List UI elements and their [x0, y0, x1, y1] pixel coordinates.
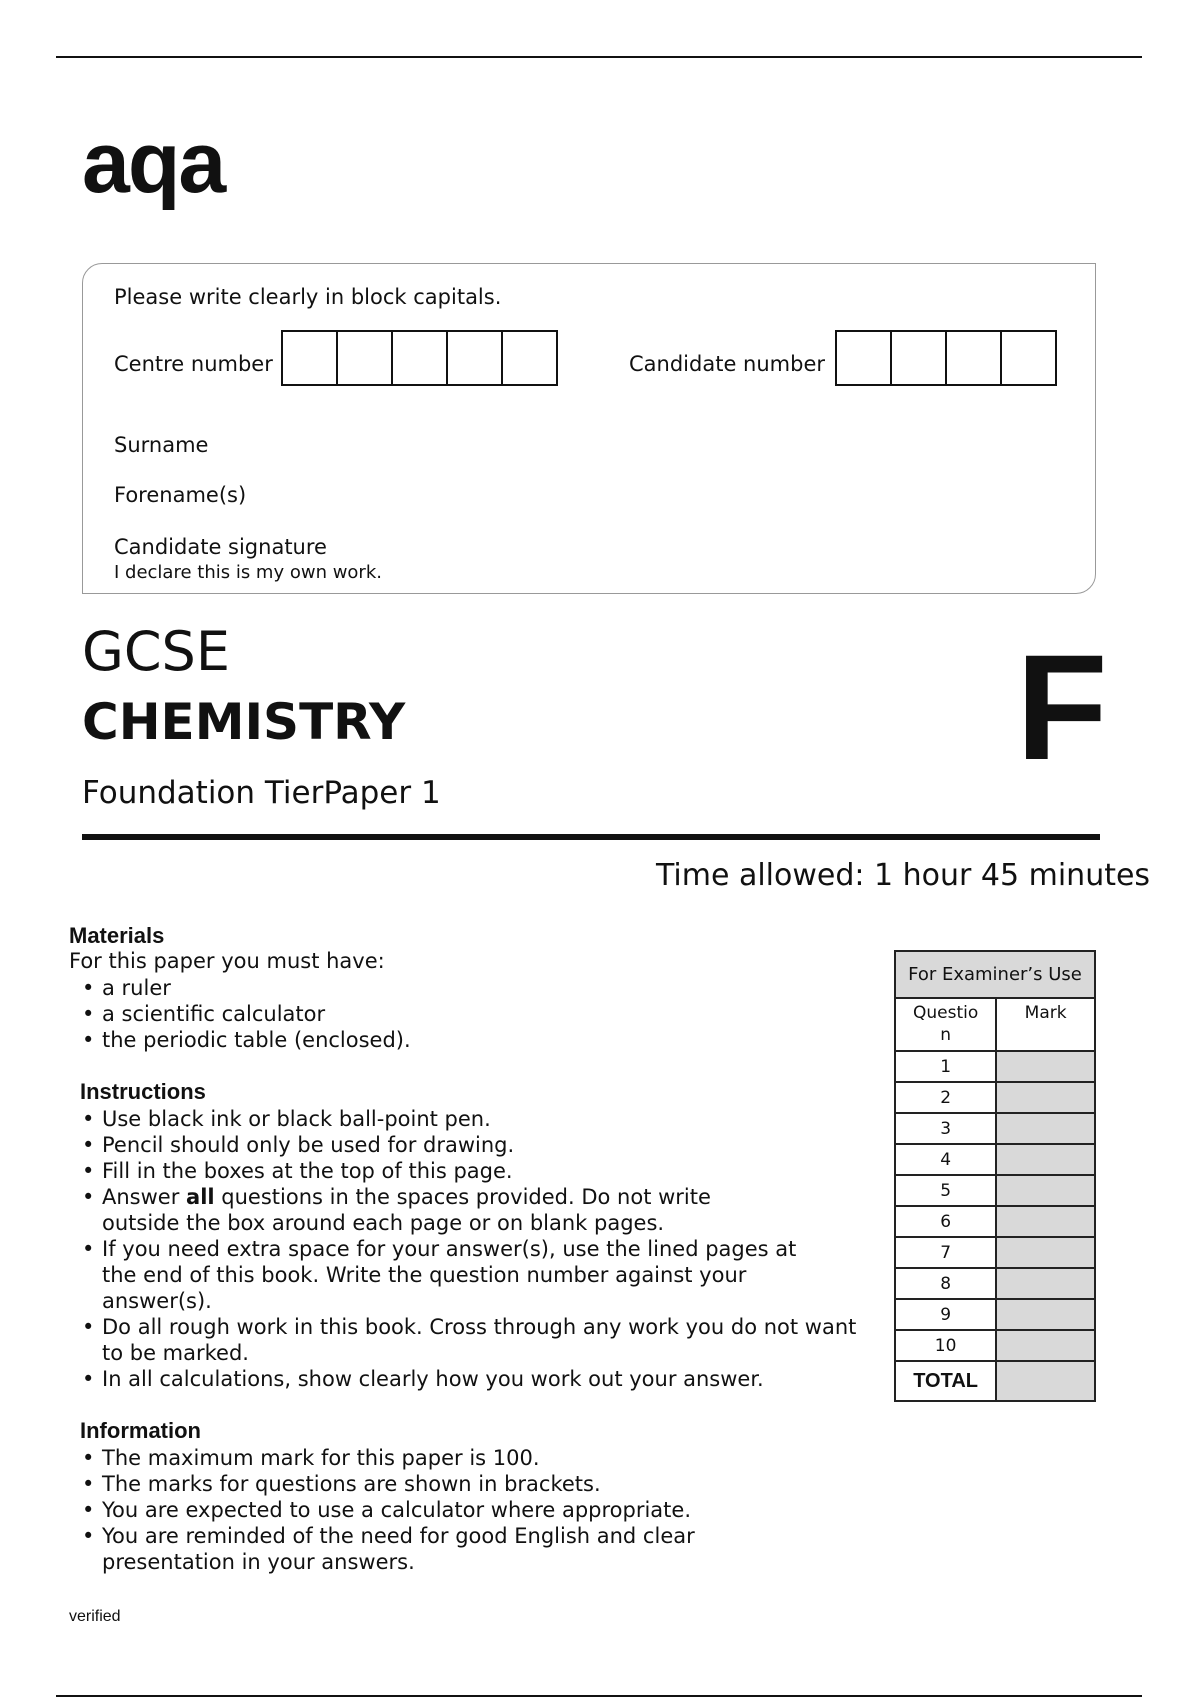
declaration-text: I declare this is my own work.	[114, 562, 382, 583]
list-item: • the periodic table (enclosed).	[80, 1027, 411, 1053]
question-number: 4	[895, 1144, 996, 1175]
list-item	[80, 1236, 856, 1314]
subject-title: CHEMISTRY	[82, 693, 406, 751]
item-text: outside the box around each page or on blank pages.	[102, 1211, 665, 1235]
candidate-number-label: Candidate number	[629, 352, 825, 376]
table-row	[895, 1299, 1095, 1330]
materials-intro: For this paper you must have:	[69, 949, 385, 973]
bottom-rule	[56, 1695, 1142, 1697]
item-text: You are reminded of the need for good English and clear	[102, 1524, 695, 1548]
qualification-level: GCSE	[82, 620, 230, 683]
centre-number-digit-box[interactable]	[281, 330, 338, 386]
centre-number-label: Centre number	[114, 352, 273, 376]
table-row	[895, 1082, 1095, 1113]
item-text: presentation in your answers.	[102, 1550, 415, 1574]
mark-cell	[996, 1237, 1095, 1268]
list-item: • Fill in the boxes at the top of this page.	[80, 1158, 856, 1184]
list-item: • Pencil should only be used for drawing.	[80, 1132, 856, 1158]
centre-number-digit-box[interactable]	[501, 330, 558, 386]
item-text: If you need extra space for your answer(s), use the lined pages at	[102, 1237, 797, 1261]
list-item: • You are expected to use a calculator where appropriate.	[80, 1497, 695, 1523]
surname-label: Surname	[114, 433, 209, 457]
information-list	[80, 1445, 695, 1575]
verified-note: verified	[69, 1608, 121, 1625]
candidate-number-digit-box[interactable]	[1000, 330, 1057, 386]
header-text: Questio	[912, 1003, 979, 1023]
list-item: • a ruler	[80, 975, 411, 1001]
item-text: the end of this book. Write the question number against your	[102, 1263, 747, 1287]
list-item: • a scientific calculator	[80, 1001, 411, 1027]
table-row	[895, 1113, 1095, 1144]
list-item: • The maximum mark for this paper is 100.	[80, 1445, 695, 1471]
instructions-heading: Instructions	[80, 1079, 206, 1104]
item-emphasis: all	[186, 1185, 215, 1209]
materials-list	[80, 975, 411, 1053]
candidate-number-digit-box[interactable]	[890, 330, 947, 386]
table-row	[895, 1175, 1095, 1206]
total-row	[895, 1361, 1095, 1401]
signature-label: Candidate signature	[114, 535, 327, 559]
item-text: Do all rough work in this book. Cross through any work you do not want	[102, 1315, 857, 1339]
centre-number-digit-box[interactable]	[336, 330, 393, 386]
list-item: • In all calculations, show clearly how you work out your answer.	[80, 1366, 856, 1392]
instructions-list	[80, 1106, 856, 1392]
mark-cell	[996, 1113, 1095, 1144]
question-column-header	[895, 998, 996, 1051]
question-number: 5	[895, 1175, 996, 1206]
tier-letter: F	[1016, 623, 1108, 791]
tier-and-paper	[82, 775, 441, 811]
mark-cell	[996, 1082, 1095, 1113]
item-text: questions in the spaces provided. Do not write	[214, 1185, 711, 1209]
list-item: • The marks for questions are shown in brackets.	[80, 1471, 695, 1497]
mark-cell	[996, 1299, 1095, 1330]
centre-number-digit-box[interactable]	[391, 330, 448, 386]
header-text: n	[940, 1025, 951, 1045]
examiners-use-title: For Examiner’s Use	[895, 951, 1095, 998]
item-text: Answer	[102, 1185, 187, 1209]
question-number: 2	[895, 1082, 996, 1113]
mark-cell	[996, 1206, 1095, 1237]
mark-cell	[996, 1175, 1095, 1206]
question-number: 3	[895, 1113, 996, 1144]
list-item	[80, 1523, 695, 1575]
candidate-number-digit-box[interactable]	[835, 330, 892, 386]
list-item: • Use black ink or black ball-point pen.	[80, 1106, 856, 1132]
mark-cell	[996, 1051, 1095, 1082]
mark-cell	[996, 1268, 1095, 1299]
table-row	[895, 1330, 1095, 1361]
item-text: answer(s).	[102, 1289, 212, 1313]
time-allowed: Time allowed: 1 hour 45 minutes	[656, 858, 1151, 893]
list-item	[80, 1314, 856, 1366]
centre-number-boxes	[281, 330, 558, 386]
question-number: 6	[895, 1206, 996, 1237]
total-label: TOTAL	[895, 1361, 996, 1401]
materials-heading: Materials	[69, 923, 165, 948]
candidate-number-digit-box[interactable]	[945, 330, 1002, 386]
examiners-use-table	[894, 950, 1096, 1402]
total-mark-cell	[996, 1361, 1095, 1401]
question-number: 9	[895, 1299, 996, 1330]
forenames-label: Forename(s)	[114, 483, 247, 507]
centre-number-digit-box[interactable]	[446, 330, 503, 386]
mark-column-header: Mark	[996, 998, 1095, 1051]
paper-label: Paper 1	[323, 775, 441, 811]
mark-cell	[996, 1144, 1095, 1175]
table-row	[895, 1237, 1095, 1268]
table-row	[895, 1051, 1095, 1082]
title-divider	[82, 834, 1100, 840]
aqa-logo: aqa	[82, 115, 225, 211]
table-row	[895, 1206, 1095, 1237]
list-item	[80, 1184, 856, 1236]
candidate-details-box	[82, 263, 1096, 594]
question-number: 7	[895, 1237, 996, 1268]
mark-cell	[996, 1330, 1095, 1361]
question-number: 8	[895, 1268, 996, 1299]
item-text: to be marked.	[102, 1341, 249, 1365]
information-heading: Information	[80, 1418, 201, 1443]
question-number: 1	[895, 1051, 996, 1082]
block-capitals-instruction: Please write clearly in block capitals.	[114, 285, 502, 309]
table-row	[895, 1268, 1095, 1299]
question-number: 10	[895, 1330, 996, 1361]
tier-label: Foundation Tier	[82, 775, 324, 811]
table-row	[895, 1144, 1095, 1175]
candidate-number-boxes	[835, 330, 1057, 386]
top-rule	[56, 56, 1142, 58]
